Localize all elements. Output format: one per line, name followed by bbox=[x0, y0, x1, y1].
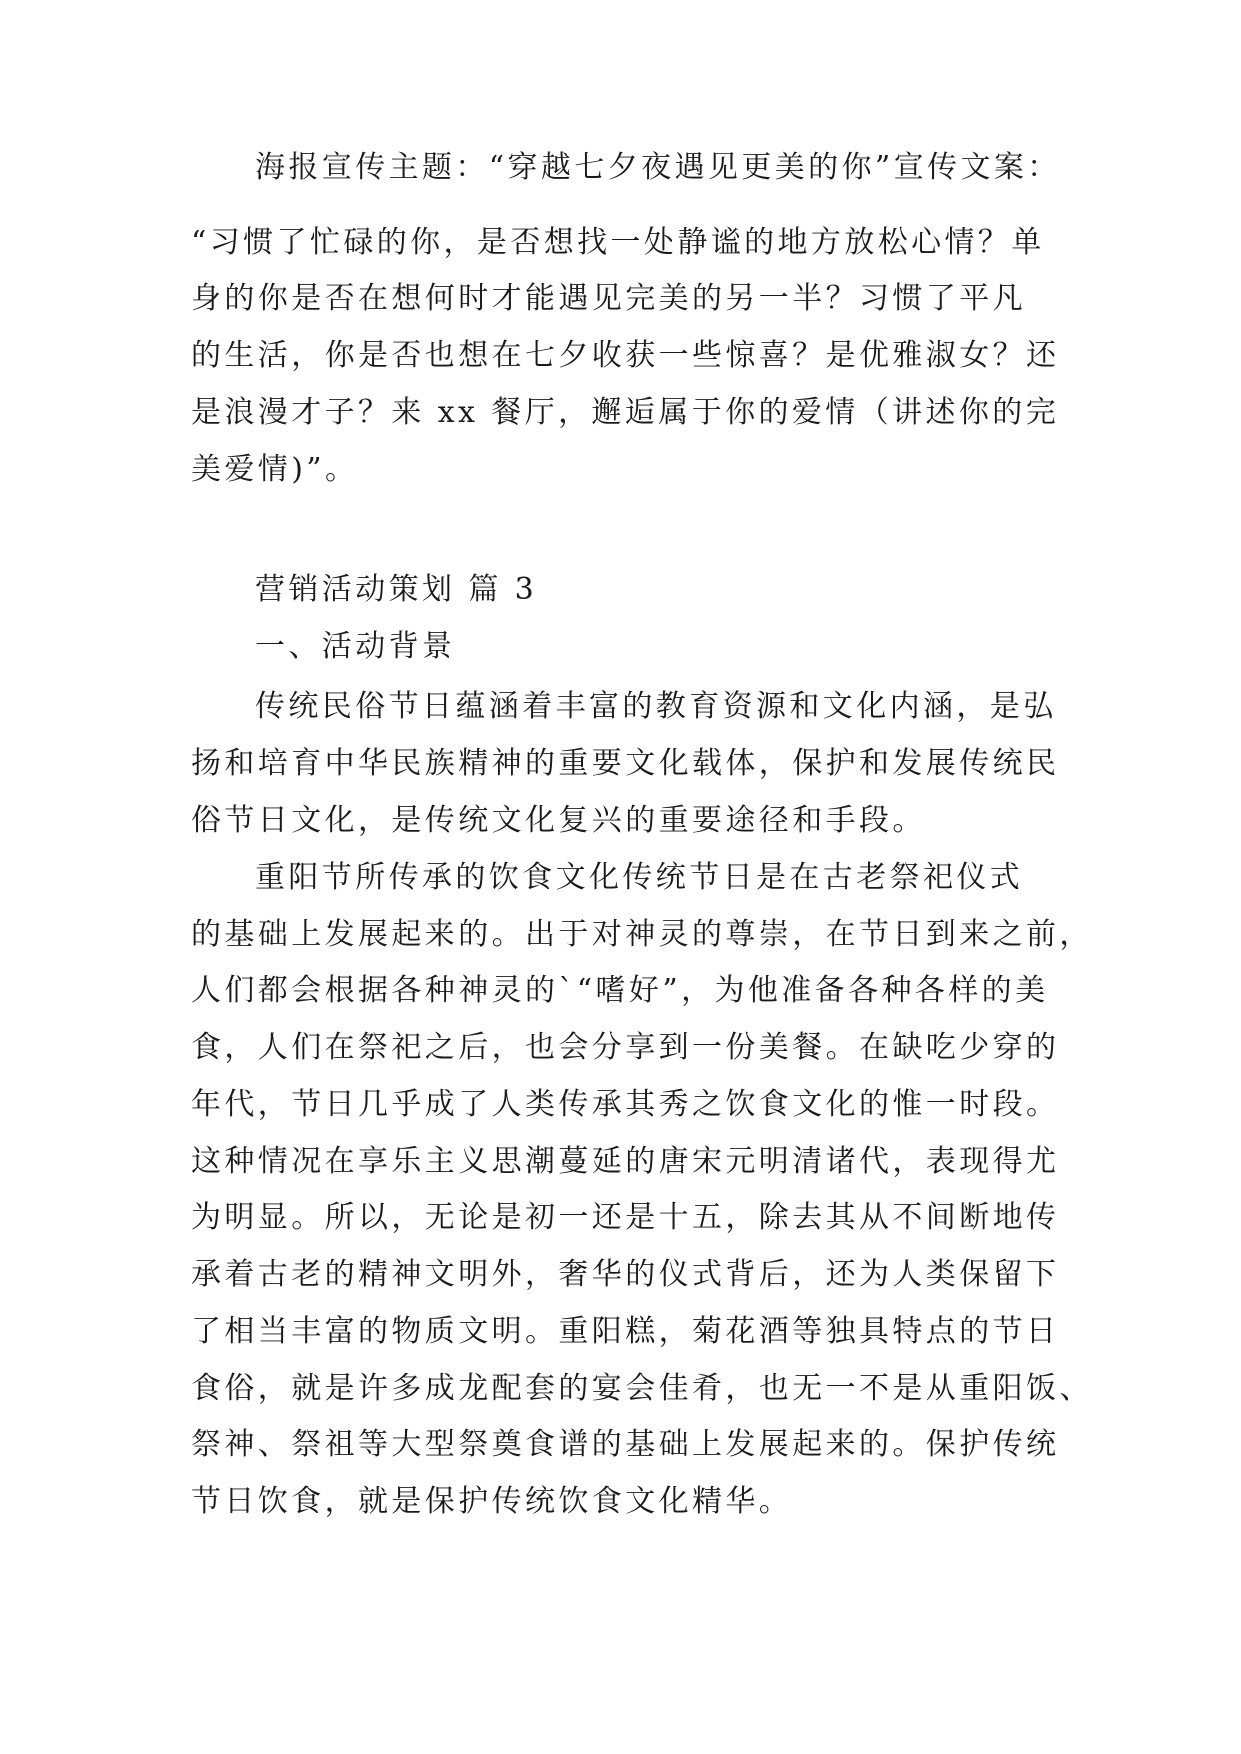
poster-theme-line: 海报宣传主题：“穿越七夕夜遇见更美的你”宣传文案： bbox=[255, 150, 1061, 185]
subsection-heading: 一、活动背景 bbox=[255, 629, 456, 664]
body-line: 年代，节日几乎成了人类传承其秀之饮食文化的惟一时段。 bbox=[191, 1087, 1060, 1122]
section-title: 营销活动策划 篇 3 bbox=[255, 572, 538, 607]
body-line: 承着古老的精神文明外，奢华的仪式背后，还为人类保留下 bbox=[191, 1257, 1060, 1292]
body-line: 这种情况在享乐主义思潮蔓延的唐宋元明清诸代，表现得尤 bbox=[191, 1144, 1060, 1179]
body-line: 食，人们在祭祀之后，也会分享到一份美餐。在缺吃少穿的 bbox=[191, 1030, 1060, 1065]
body-line: 食俗，就是许多成龙配套的宴会佳肴，也无一不是从重阳饭、 bbox=[191, 1371, 1093, 1406]
body-line: 祭神、祭祖等大型祭奠食谱的基础上发展起来的。保护传统 bbox=[191, 1427, 1060, 1462]
body-line: 了相当丰富的物质文明。重阳糕，菊花酒等独具特点的节日 bbox=[191, 1314, 1060, 1349]
body-line: 的基础上发展起来的。出于对神灵的尊崇，在节日到来之前， bbox=[191, 917, 1093, 952]
body-line: 人们都会根据各种神灵的`“嗜好”，为他准备各种各样的美 bbox=[191, 973, 1049, 1008]
body-line: 为明显。所以，无论是初一还是十五，除去其从不间断地传 bbox=[191, 1200, 1060, 1235]
body-line: “习惯了忙碌的你，是否想找一处静谧的地方放松心情？单 bbox=[191, 225, 1045, 260]
body-line: 节日饮食，就是保护传统饮食文化精华。 bbox=[191, 1484, 793, 1519]
body-line: 是浪漫才子？来 xx 餐厅，邂逅属于你的爱情（讲述你的完 bbox=[191, 395, 1060, 430]
paragraph-first-line: 传统民俗节日蕴涵着丰富的教育资源和文化内涵，是弘 bbox=[255, 689, 1057, 724]
body-line: 扬和培育中华民族精神的重要文化载体，保护和发展传统民 bbox=[191, 746, 1060, 781]
paragraph-first-line: 重阳节所传承的饮食文化传统节日是在古老祭祀仪式 bbox=[255, 860, 1024, 895]
body-line: 的生活，你是否也想在七夕收获一些惊喜？是优雅淑女？还 bbox=[191, 338, 1060, 373]
body-line: 美爱情)”。 bbox=[191, 452, 359, 487]
body-line: 俗节日文化，是传统文化复兴的重要途径和手段。 bbox=[191, 803, 926, 838]
body-line: 身的你是否在想何时才能遇见完美的另一半？习惯了平凡 bbox=[191, 281, 1026, 316]
